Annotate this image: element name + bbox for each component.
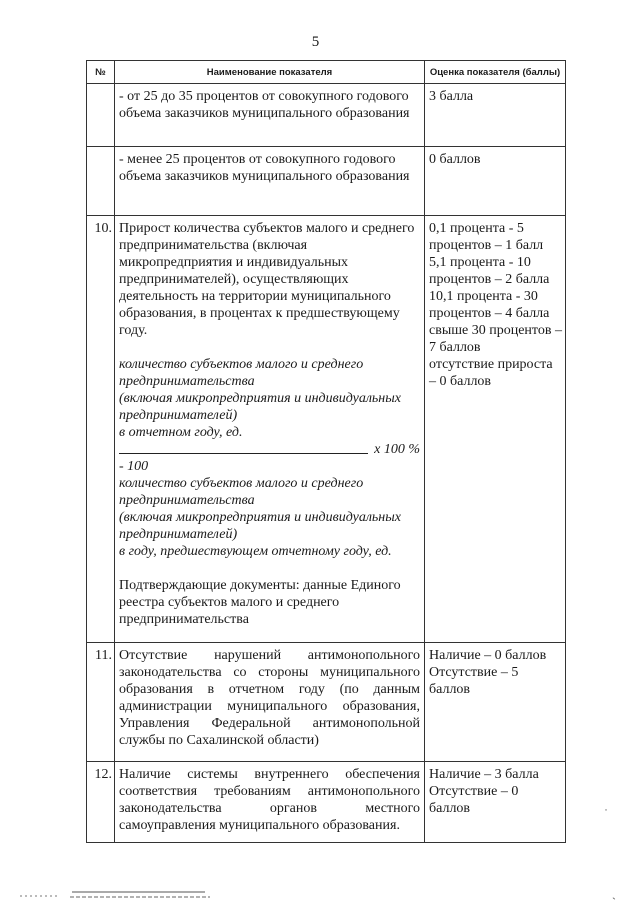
fraction-rule bbox=[119, 453, 368, 454]
row-score bbox=[425, 762, 566, 843]
formula-fraction-line bbox=[119, 441, 420, 458]
row-score bbox=[425, 643, 566, 762]
formula-minus: - 100 bbox=[119, 459, 149, 474]
formula-numerator-1: количество субъектов малого и среднего предпринимательства bbox=[119, 357, 364, 389]
row-score: 3 балла bbox=[425, 84, 566, 147]
table-row bbox=[87, 84, 566, 147]
formula-denominator-2: (включая микропредприятия и индивидуальных предпринимателей) bbox=[119, 510, 401, 542]
row-name bbox=[115, 216, 425, 643]
scan-speck: ˏ bbox=[612, 886, 616, 900]
row-name: - от 25 до 35 процентов от совокупного годового объема заказчиков муниципального образования bbox=[115, 84, 425, 147]
header-score: Оценка показателя (баллы) bbox=[425, 61, 566, 84]
row-score bbox=[425, 216, 566, 643]
row-score: 0 баллов bbox=[425, 147, 566, 216]
header-name: Наименование показателя bbox=[115, 61, 425, 84]
table-row bbox=[87, 147, 566, 216]
score-option: Наличие – 3 балла bbox=[429, 767, 539, 782]
formula-denominator-1: количество субъектов малого и среднего предпринимательства bbox=[119, 476, 364, 508]
formula-denominator-3: в году, предшествующем отчетному году, ед. bbox=[119, 544, 392, 559]
score-option: Отсутствие – 5 баллов bbox=[429, 665, 519, 697]
score-option: Наличие – 0 баллов bbox=[429, 648, 547, 663]
scan-speck: ˙ bbox=[604, 806, 608, 820]
indicator-table bbox=[86, 60, 566, 843]
row-num bbox=[87, 147, 115, 216]
row-num: 12. bbox=[87, 762, 115, 843]
formula-numerator-3: в отчетном году, ед. bbox=[119, 425, 243, 440]
row-name: Наличие системы внутреннего обеспечения соответствия требованиям антимонопольного законодательства органов местного самоуправления муниципального образования. bbox=[115, 762, 425, 843]
row-num: 11. bbox=[87, 643, 115, 762]
score-range: 5,1 процента - 10 процентов – 2 балла bbox=[429, 255, 550, 287]
table-row bbox=[87, 643, 566, 762]
score-range: свыше 30 процентов – 7 баллов bbox=[429, 323, 562, 355]
row-num: 10. bbox=[87, 216, 115, 643]
page-number: 5 bbox=[311, 34, 320, 50]
table-row bbox=[87, 216, 566, 643]
scan-footer-artifact bbox=[0, 888, 230, 900]
row-name: - менее 25 процентов от совокупного годового объема заказчиков муниципального образования bbox=[115, 147, 425, 216]
score-option: Отсутствие – 0 баллов bbox=[429, 784, 519, 816]
score-range: отсутствие прироста – 0 баллов bbox=[429, 357, 553, 389]
score-range: 10,1 процента - 30 процентов – 4 балла bbox=[429, 289, 550, 321]
table-header-row bbox=[87, 61, 566, 84]
row-name: Отсутствие нарушений антимонопольного законодательства со стороны муниципального образования в отчетном году (по данным администрации муниципального образования, Управления Федеральной антимонопольной службы по Сахалинской области) bbox=[115, 643, 425, 762]
indicator-description: Прирост количества субъектов малого и среднего предпринимательства (включая микропредприятия и индивидуальных предпринимателей), осуществляющих деятельность на территории муниципального образования, в процентах к предшествующему году. bbox=[119, 221, 415, 338]
supporting-documents: Подтверждающие документы: данные Единого реестра субъектов малого и среднего предпринимательства bbox=[119, 578, 401, 627]
score-range: 0,1 процента - 5 процентов – 1 балл bbox=[429, 221, 544, 253]
row-num bbox=[87, 84, 115, 147]
header-num: № bbox=[87, 61, 115, 84]
table-row bbox=[87, 762, 566, 843]
formula-numerator-2: (включая микропредприятия и индивидуальных предпринимателей) bbox=[119, 391, 401, 423]
formula-multiplier: х 100 % bbox=[374, 442, 420, 457]
